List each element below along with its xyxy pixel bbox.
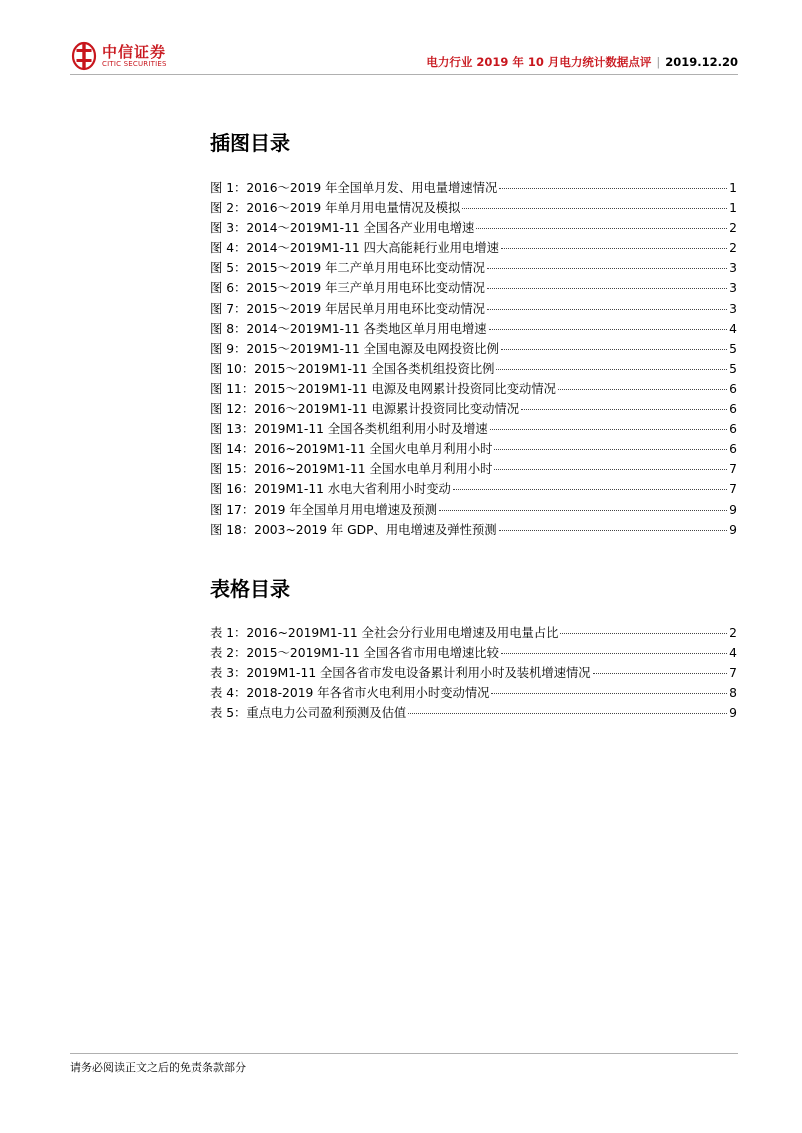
toc-entry-label: 表 1：2016~2019M1-11 全社会分行业用电增速及用电量占比 <box>210 626 559 640</box>
toc-entry[interactable] <box>210 379 737 399</box>
toc-dot-leader <box>499 530 728 531</box>
toc-entry[interactable] <box>210 623 737 643</box>
header-report-info <box>426 54 738 70</box>
toc-entry-page: 2 <box>729 626 737 640</box>
toc-entry-label: 图 10：2015～2019M1-11 全国各类机组投资比例 <box>210 361 495 376</box>
toc-dot-leader <box>439 510 727 511</box>
logo-english-name: CITIC SECURITIES <box>102 60 167 68</box>
toc-entry-page: 3 <box>729 261 737 276</box>
toc-dot-leader <box>501 248 727 249</box>
toc-entry[interactable] <box>210 278 737 298</box>
toc-entry-label: 图 16：2019M1-11 水电大省利用小时变动 <box>210 482 451 497</box>
page-header <box>70 40 738 74</box>
toc-entry-label: 表 2：2015～2019M1-11 全国各省市用电增速比较 <box>210 646 499 661</box>
toc-entry-page: 7 <box>729 666 737 681</box>
toc-dot-leader <box>487 288 727 289</box>
toc-entry-label: 图 11：2015～2019M1-11 电源及电网累计投资同比变动情况 <box>210 381 556 396</box>
toc-entry[interactable] <box>210 299 737 319</box>
toc-entry[interactable] <box>210 359 737 379</box>
toc-entry-label: 表 4：2018-2019 年各省市火电利用小时变动情况 <box>210 686 490 701</box>
toc-dot-leader <box>462 208 727 209</box>
tables-toc-list <box>210 623 737 723</box>
toc-entry-label: 图 1：2016～2019 年全国单月发、用电量增速情况 <box>210 181 498 195</box>
toc-entry-page: 9 <box>729 706 737 721</box>
toc-entry-page: 6 <box>729 381 737 396</box>
toc-entry-label: 图 13：2019M1-11 全国各类机组利用小时及增速 <box>210 422 488 437</box>
footer-divider <box>70 1053 738 1054</box>
toc-entry[interactable] <box>210 479 737 499</box>
toc-entry[interactable] <box>210 459 737 479</box>
figures-toc-title: 插图目录 <box>210 131 290 155</box>
toc-entry-label: 表 3：2019M1-11 全国各省市发电设备累计利用小时及装机增速情况 <box>210 666 591 681</box>
citic-logo-icon <box>70 40 98 72</box>
toc-entry-label: 图 9：2015～2019M1-11 全国电源及电网投资比例 <box>210 341 499 356</box>
toc-entry[interactable] <box>210 218 737 238</box>
toc-entry-label: 图 7：2015～2019 年居民单月用电环比变动情况 <box>210 301 485 316</box>
toc-entry-page: 1 <box>729 181 737 195</box>
toc-dot-leader <box>489 329 728 330</box>
toc-entry-page: 9 <box>729 502 737 517</box>
toc-entry-page: 4 <box>729 321 737 336</box>
toc-entry[interactable] <box>210 319 737 339</box>
toc-entry[interactable] <box>210 339 737 359</box>
toc-dot-leader <box>408 713 727 714</box>
toc-dot-leader <box>558 389 727 390</box>
toc-dot-leader <box>521 409 727 410</box>
toc-entry-page: 3 <box>729 281 737 296</box>
toc-dot-leader <box>494 469 727 470</box>
toc-dot-leader <box>499 188 727 189</box>
report-date: 2019.12.20 <box>665 55 738 69</box>
toc-entry-label: 表 5：重点电力公司盈利预测及估值 <box>210 706 407 721</box>
toc-entry-label: 图 3：2014～2019M1-11 全国各产业用电增速 <box>210 221 475 236</box>
toc-dot-leader <box>487 309 727 310</box>
toc-entry[interactable] <box>210 178 737 198</box>
toc-entry-label: 图 6：2015～2019 年三产单月用电环比变动情况 <box>210 281 485 296</box>
citic-logo <box>70 40 180 74</box>
toc-entry-label: 图 17：2019 年全国单月用电增速及预测 <box>210 502 437 517</box>
toc-entry-page: 8 <box>729 686 737 701</box>
toc-dot-leader <box>501 349 727 350</box>
toc-entry[interactable] <box>210 439 737 459</box>
toc-dot-leader <box>453 489 727 490</box>
toc-entry-page: 4 <box>729 646 737 661</box>
toc-entry[interactable] <box>210 419 737 439</box>
toc-entry-label: 图 12：2016～2019M1-11 电源累计投资同比变动情况 <box>210 402 520 417</box>
toc-entry[interactable] <box>210 703 737 723</box>
toc-entry[interactable] <box>210 683 737 703</box>
toc-entry-page: 6 <box>729 422 737 437</box>
toc-entry-page: 7 <box>729 482 737 497</box>
header-separator: | <box>656 55 661 69</box>
toc-dot-leader <box>501 653 727 654</box>
toc-entry-page: 3 <box>729 301 737 316</box>
toc-entry-label: 图 14：2016~2019M1-11 全国火电单月利用小时 <box>210 442 493 457</box>
figures-toc-list <box>210 178 737 540</box>
toc-entry[interactable] <box>210 500 737 520</box>
toc-dot-leader <box>593 673 728 674</box>
toc-entry[interactable] <box>210 198 737 218</box>
toc-entry[interactable] <box>210 520 737 540</box>
toc-dot-leader <box>560 633 727 634</box>
toc-entry-label: 图 4：2014～2019M1-11 四大高能耗行业用电增速 <box>210 241 499 256</box>
toc-entry[interactable] <box>210 663 737 683</box>
toc-dot-leader <box>494 449 727 450</box>
toc-entry-label: 图 8：2014～2019M1-11 各类地区单月用电增速 <box>210 321 487 336</box>
toc-entry-page: 5 <box>729 341 737 356</box>
toc-entry-label: 图 15：2016~2019M1-11 全国水电单月利用小时 <box>210 462 493 477</box>
toc-entry-label: 图 5：2015～2019 年二产单月用电环比变动情况 <box>210 261 485 276</box>
toc-entry-page: 7 <box>729 462 737 477</box>
toc-entry[interactable] <box>210 643 737 663</box>
toc-entry-page: 2 <box>729 241 737 256</box>
toc-entry[interactable] <box>210 399 737 419</box>
toc-dot-leader <box>496 369 727 370</box>
toc-entry-page: 2 <box>729 221 737 236</box>
tables-toc-title: 表格目录 <box>210 577 290 601</box>
toc-entry-page: 6 <box>729 402 737 417</box>
report-title: 电力行业 2019 年 10 月电力统计数据点评 <box>426 55 652 69</box>
footer-disclaimer: 请务必阅读正文之后的免责条款部分 <box>70 1061 246 1074</box>
toc-dot-leader <box>491 693 727 694</box>
header-divider <box>70 74 738 75</box>
toc-dot-leader <box>487 268 727 269</box>
toc-entry-page: 6 <box>729 442 737 457</box>
toc-entry-page: 9 <box>729 522 737 537</box>
toc-entry[interactable] <box>210 258 737 278</box>
logo-chinese-name: 中信证券 <box>102 43 167 61</box>
toc-entry-label: 图 2：2016～2019 年单月用电量情况及模拟 <box>210 201 461 216</box>
toc-entry-label: 图 18：2003~2019 年 GDP、用电增速及弹性预测 <box>210 522 497 537</box>
toc-entry[interactable] <box>210 238 737 258</box>
toc-entry-page: 5 <box>729 361 737 376</box>
toc-entry-page: 1 <box>729 201 737 216</box>
toc-dot-leader <box>476 228 727 229</box>
toc-dot-leader <box>490 429 727 430</box>
